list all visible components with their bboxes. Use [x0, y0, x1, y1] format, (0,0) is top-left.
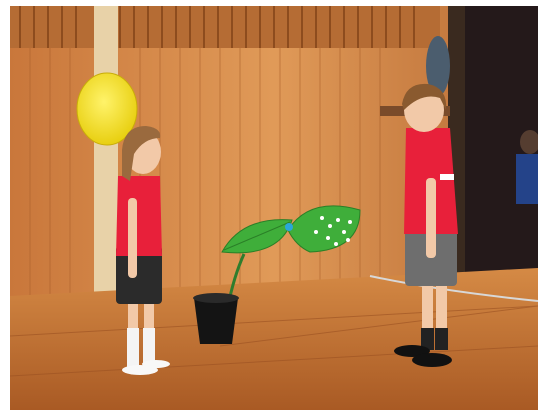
- upper-slats: [10, 6, 440, 48]
- black-pot: [194, 298, 238, 344]
- wall-pillar: [94, 6, 118, 296]
- stage-scene: [10, 6, 538, 410]
- stage-photo: [10, 6, 538, 410]
